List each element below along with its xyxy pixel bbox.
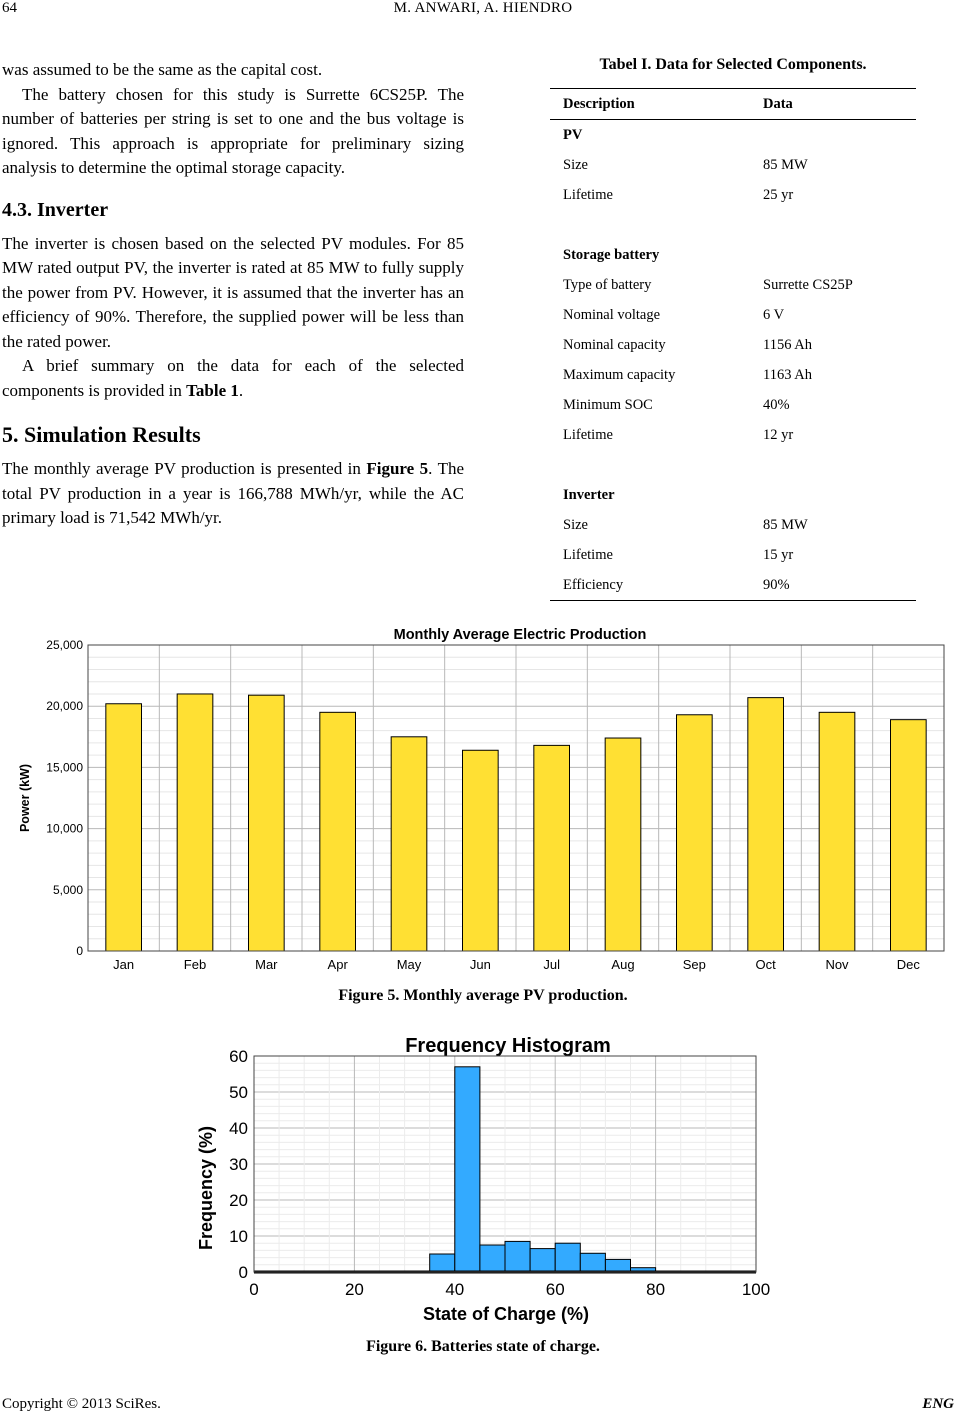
x-tick-label: 80 xyxy=(646,1280,666,1299)
table-row xyxy=(550,420,916,450)
y-tick-label: 5,000 xyxy=(52,882,83,897)
x-tick-label: Oct xyxy=(755,957,776,972)
y-tick-label: 0 xyxy=(238,1263,248,1282)
paragraph-4-text: A brief summary on the data for each of the selected components is provided in xyxy=(2,356,464,400)
table-cell-data xyxy=(750,480,916,510)
x-tick-label: 20 xyxy=(344,1280,364,1299)
table-header-cell: Description xyxy=(550,89,750,120)
y-tick-label: 0 xyxy=(76,944,83,958)
table-row xyxy=(550,210,916,240)
table-cell-data: 85 MW xyxy=(763,156,808,173)
table-cell-description: Nominal voltage xyxy=(563,306,661,323)
y-tick-label: 30 xyxy=(229,1155,248,1174)
table-cell-description: Nominal capacity xyxy=(563,336,666,353)
table-cell-data: 12 yr xyxy=(763,426,794,443)
table-cell-data: 85 MW xyxy=(763,516,808,533)
table-cell-data xyxy=(750,450,916,480)
histogram-bar xyxy=(555,1243,580,1272)
table-cell-description: PV xyxy=(563,126,583,143)
table-cell-data: Surrette CS25P xyxy=(763,276,853,293)
table-row xyxy=(550,240,916,270)
page-number: 64 xyxy=(2,0,17,16)
table-cell-description: Size xyxy=(563,156,588,173)
table-cell-description: Efficiency xyxy=(550,570,750,601)
y-tick-label: 10,000 xyxy=(46,821,83,836)
bar xyxy=(177,694,213,951)
y-axis-label: Frequency (%) xyxy=(196,1125,216,1251)
table-header-row xyxy=(550,89,916,120)
histogram-bar xyxy=(455,1067,480,1272)
y-tick-label: 60 xyxy=(229,1047,248,1066)
x-tick-label: Aug xyxy=(611,957,635,972)
table-cell-description: Lifetime xyxy=(563,546,613,563)
table-cell-description: Size xyxy=(563,516,588,533)
x-tick-label: Jun xyxy=(469,957,491,972)
figure-6-caption: Figure 6. Batteries state of charge. xyxy=(366,1338,600,1355)
y-tick-label: 25,000 xyxy=(46,638,83,652)
table-cell-data: 1156 Ah xyxy=(763,336,813,353)
table-reference: Table 1 xyxy=(186,380,239,400)
table-header-cell: Data xyxy=(750,89,916,120)
y-tick-label: 40 xyxy=(229,1119,248,1138)
x-tick-label: Nov xyxy=(825,957,849,972)
paragraph-1: was assumed to be the same as the capital cost. xyxy=(2,60,323,79)
y-tick-label: 15,000 xyxy=(46,760,83,775)
histogram-bar xyxy=(605,1259,630,1272)
table-row xyxy=(550,570,916,601)
x-tick-label: Dec xyxy=(896,957,920,972)
paragraph-5-text: The monthly average PV production is presented in xyxy=(2,459,367,478)
bar xyxy=(391,737,427,951)
table-row xyxy=(550,480,916,510)
histogram-bar xyxy=(505,1241,530,1272)
x-tick-label: May xyxy=(396,957,422,972)
x-tick-label: 60 xyxy=(545,1280,565,1299)
table-cell-description: Lifetime xyxy=(563,186,613,203)
soc-histogram xyxy=(0,1025,966,1330)
table-row xyxy=(550,450,916,480)
table-cell-description: Lifetime xyxy=(563,426,613,443)
table-cell-data: 1163 Ah xyxy=(763,366,813,383)
bar xyxy=(463,750,499,951)
table-cell-data xyxy=(750,210,916,240)
chart-title: Monthly Average Electric Production xyxy=(393,627,647,643)
chart-title: Frequency Histogram xyxy=(405,1035,611,1057)
paragraph-5 xyxy=(2,457,464,531)
section-heading-inverter: 4.3. Inverter xyxy=(2,198,109,221)
bar xyxy=(748,698,784,951)
table-cell-description xyxy=(550,450,750,480)
figure-5-caption: Figure 5. Monthly average PV production. xyxy=(338,987,628,1004)
x-tick-label: Feb xyxy=(183,957,207,972)
table-cell-data: 25 yr xyxy=(763,186,794,203)
table-row xyxy=(550,150,916,180)
histogram-bar xyxy=(530,1249,555,1272)
components-table xyxy=(550,88,916,601)
table-cell-data: 90% xyxy=(750,570,916,601)
table-row xyxy=(550,300,916,330)
table-cell-data xyxy=(750,240,916,270)
section-heading-results: 5. Simulation Results xyxy=(2,422,201,447)
x-tick-label: 40 xyxy=(445,1280,465,1299)
table-cell-description: Inverter xyxy=(563,486,615,503)
x-tick-label: Jan xyxy=(113,957,135,972)
x-tick-label: 0 xyxy=(249,1280,259,1299)
y-axis-label: Power (kW) xyxy=(18,763,32,833)
bar xyxy=(677,715,713,951)
x-tick-label: Apr xyxy=(327,957,348,972)
table-cell-data: 15 yr xyxy=(763,546,794,563)
table-cell-description: Type of battery xyxy=(563,276,652,293)
table-cell-data: 6 V xyxy=(763,306,785,323)
table-cell-description: Storage battery xyxy=(563,246,660,263)
x-tick-label: Mar xyxy=(255,957,278,972)
x-tick-label: Sep xyxy=(682,957,706,972)
x-tick-label: Jul xyxy=(543,957,560,972)
table-row xyxy=(550,120,916,151)
histogram-bar xyxy=(430,1254,455,1272)
histogram-bar xyxy=(580,1253,605,1272)
table-row xyxy=(550,360,916,390)
table-cell-description: Minimum SOC xyxy=(563,396,653,413)
table-caption: Tabel I. Data for Selected Components. xyxy=(599,56,867,73)
y-tick-label: 20 xyxy=(229,1191,248,1210)
figure-reference: Figure 5 xyxy=(366,459,429,478)
table-row xyxy=(550,390,916,420)
monthly-production-chart xyxy=(0,615,966,985)
running-title: M. ANWARI, A. HIENDRO xyxy=(393,0,573,16)
y-tick-label: 20,000 xyxy=(46,699,83,714)
x-tick-label: 100 xyxy=(741,1280,771,1299)
bar xyxy=(819,712,855,951)
table-row xyxy=(550,180,916,210)
y-tick-label: 10 xyxy=(229,1227,248,1246)
table-row xyxy=(550,270,916,300)
paragraph-4 xyxy=(2,354,464,403)
table-cell-description: Maximum capacity xyxy=(563,366,676,383)
journal-name: ENG xyxy=(922,1396,954,1412)
table-cell-data: 40% xyxy=(763,396,790,413)
copyright: Copyright © 2013 SciRes. xyxy=(2,1396,161,1412)
paragraph-2: The battery chosen for this study is Surrette 6CS25P. The number of batteries per string is set to one and the bus voltage is ignored. This approach is appropriate for preliminary sizing analysis to determine the optimal storage capacity. xyxy=(2,84,464,177)
bar xyxy=(320,712,356,951)
y-tick-label: 50 xyxy=(229,1083,248,1102)
table-cell-description xyxy=(550,210,750,240)
table-row xyxy=(550,540,916,570)
paragraph-5-end: . The total PV production in a year is 166,788 MWh/yr, while the AC primary load is 71,542 MWh/yr. xyxy=(2,459,464,527)
table-row xyxy=(550,510,916,540)
bar xyxy=(534,745,570,951)
bar xyxy=(605,738,641,951)
bar xyxy=(891,720,927,951)
paragraph-4-end: . xyxy=(238,380,244,400)
left-column xyxy=(2,58,464,531)
bar xyxy=(106,704,142,951)
x-axis-label: State of Charge (%) xyxy=(422,1304,590,1324)
table-row xyxy=(550,330,916,360)
histogram-bar xyxy=(480,1245,505,1272)
table-cell-data xyxy=(750,120,916,151)
bar xyxy=(249,695,285,951)
paragraph-3: The inverter is chosen based on the selected PV modules. For 85 MW rated output PV, the inverter is rated at 85 MW to fully supply the power from PV. However, it is assumed that the inverter has an efficiency of 90%. Therefore, the supplied power will be less than the rated power. xyxy=(2,233,464,351)
